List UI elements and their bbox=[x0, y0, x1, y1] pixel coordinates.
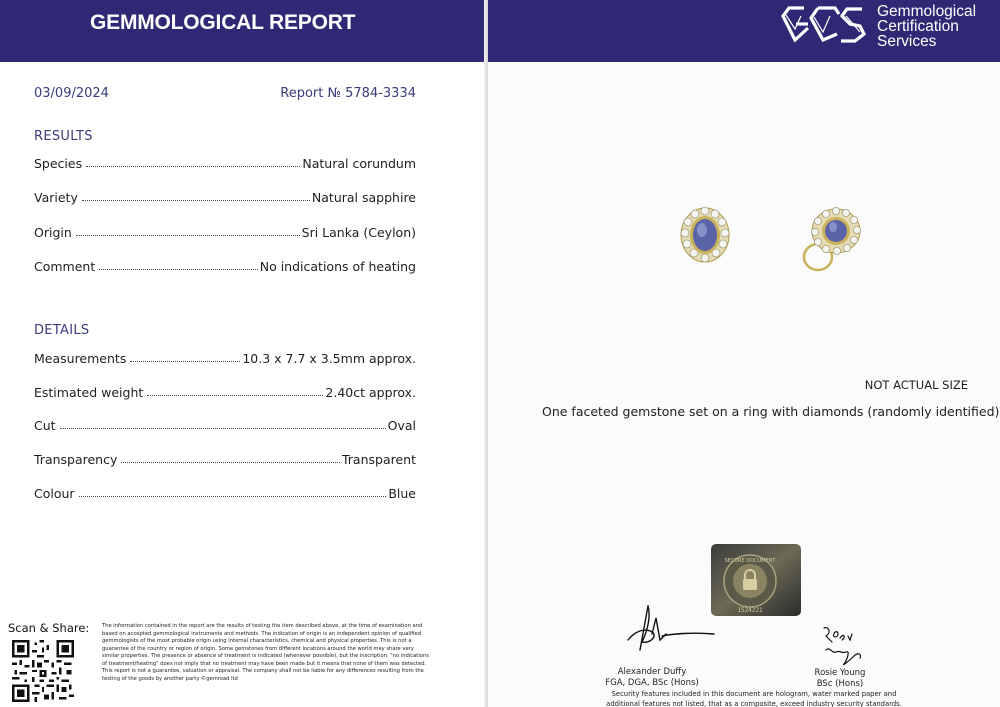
results-row-variety bbox=[34, 187, 416, 205]
signatory-name: Alexander Duffy bbox=[617, 667, 687, 677]
signatory-credentials: FGA, DGA, BSc (Hons) bbox=[605, 678, 699, 688]
dot-leader bbox=[121, 462, 340, 463]
row-label: Colour bbox=[34, 486, 75, 501]
details-heading: DETAILS bbox=[34, 323, 90, 338]
row-value: Transparent bbox=[341, 452, 416, 467]
row-label: Estimated weight bbox=[34, 385, 144, 400]
brand-line-2: Certification bbox=[877, 18, 959, 35]
row-value: Blue bbox=[388, 486, 416, 501]
dot-leader bbox=[130, 361, 240, 362]
details-row-transparency bbox=[34, 449, 416, 467]
dot-leader bbox=[99, 269, 257, 270]
results-heading: RESULTS bbox=[34, 129, 93, 144]
security-note: Security features included in this document are hologram, water marked paper and additional features not listed, that as a composite, exceed industry security standards. bbox=[606, 690, 902, 707]
hologram-seal-icon bbox=[710, 543, 802, 617]
report-date: 03/09/2024 bbox=[34, 86, 109, 101]
row-label: Comment bbox=[34, 259, 96, 274]
report-right-page bbox=[488, 0, 1000, 707]
hologram-top-text: SECURE DOCUMENT bbox=[724, 558, 776, 564]
row-value: No indications of heating bbox=[259, 259, 416, 274]
row-value: 10.3 x 7.7 x 3.5mm approx. bbox=[242, 351, 416, 366]
details-row-measurements bbox=[34, 348, 416, 366]
details-row-weight bbox=[34, 382, 416, 400]
brand-line-3: Services bbox=[877, 33, 937, 50]
report-title: GEMMOLOGICAL REPORT bbox=[90, 11, 356, 34]
report-number: Report № 5784-3334 bbox=[280, 86, 416, 101]
report-left-page bbox=[0, 0, 488, 707]
report-banner bbox=[0, 0, 488, 62]
results-row-species bbox=[34, 153, 416, 171]
signatory-duffy bbox=[592, 667, 712, 689]
row-label: Species bbox=[34, 156, 83, 171]
details-row-colour bbox=[34, 483, 416, 501]
results-row-comment bbox=[34, 256, 416, 274]
brand-name bbox=[877, 4, 976, 49]
dot-leader bbox=[60, 428, 386, 429]
not-actual-size-note: NOT ACTUAL SIZE bbox=[864, 378, 968, 392]
signature-young-icon bbox=[818, 624, 868, 668]
row-value: Natural corundum bbox=[302, 156, 416, 171]
row-label: Cut bbox=[34, 418, 56, 433]
row-value: 2.40ct approx. bbox=[325, 385, 416, 400]
signatory-credentials: BSc (Hons) bbox=[816, 679, 864, 689]
scan-share-label: Scan & Share: bbox=[8, 621, 90, 635]
dot-leader bbox=[76, 235, 300, 236]
row-value: Sri Lanka (Ceylon) bbox=[301, 225, 416, 240]
row-label: Origin bbox=[34, 225, 72, 240]
row-label: Transparency bbox=[34, 452, 118, 467]
ring-angle-image bbox=[800, 207, 862, 275]
disclaimer-text: The information contained in the report are the results of testing the item described above, at the time of examination and based on accepted gemmological instruments and methods. The indication of origin is an independent opinion of qualified gemmologists of the most probable origin using internal characteristics, chemical and physical properties. This is not a guarantee of the country or region of origin. Some gemstones from different locations around the world may share very similar properties. The presence or absence of treatment is indicated (whenever possible), but the inscription: "no indications of treatment/heating" does not imply that no treatment may have been made but it means that none of them was detected. This report is not a guarantee, valuation or appraisal. The company shall not be liable for any differences resulting from the testing of the goods by another party ©gemroad ltd bbox=[102, 623, 429, 682]
dot-leader bbox=[147, 395, 323, 396]
brand-banner bbox=[488, 0, 1000, 62]
row-value: Natural sapphire bbox=[311, 190, 416, 205]
signatory-name: Rosie Young bbox=[814, 668, 866, 678]
dot-leader bbox=[79, 496, 387, 497]
row-label: Variety bbox=[34, 190, 78, 205]
signature-duffy-icon bbox=[622, 600, 718, 660]
gcs-logo-icon bbox=[780, 2, 868, 46]
brand-line-1: Gemmological bbox=[877, 3, 977, 20]
hologram-serial: 1524221 bbox=[737, 607, 763, 614]
results-row-origin bbox=[34, 222, 416, 240]
dot-leader bbox=[86, 166, 300, 167]
row-label: Measurements bbox=[34, 351, 127, 366]
signatory-young bbox=[794, 668, 886, 690]
qr-code-icon[interactable] bbox=[12, 640, 74, 702]
item-description: One faceted gemstone set on a ring with diamonds (randomly identified) bbox=[542, 404, 1000, 419]
row-value: Oval bbox=[387, 418, 416, 433]
ring-front-image bbox=[678, 206, 732, 264]
dot-leader bbox=[82, 200, 310, 201]
details-row-cut bbox=[34, 415, 416, 433]
